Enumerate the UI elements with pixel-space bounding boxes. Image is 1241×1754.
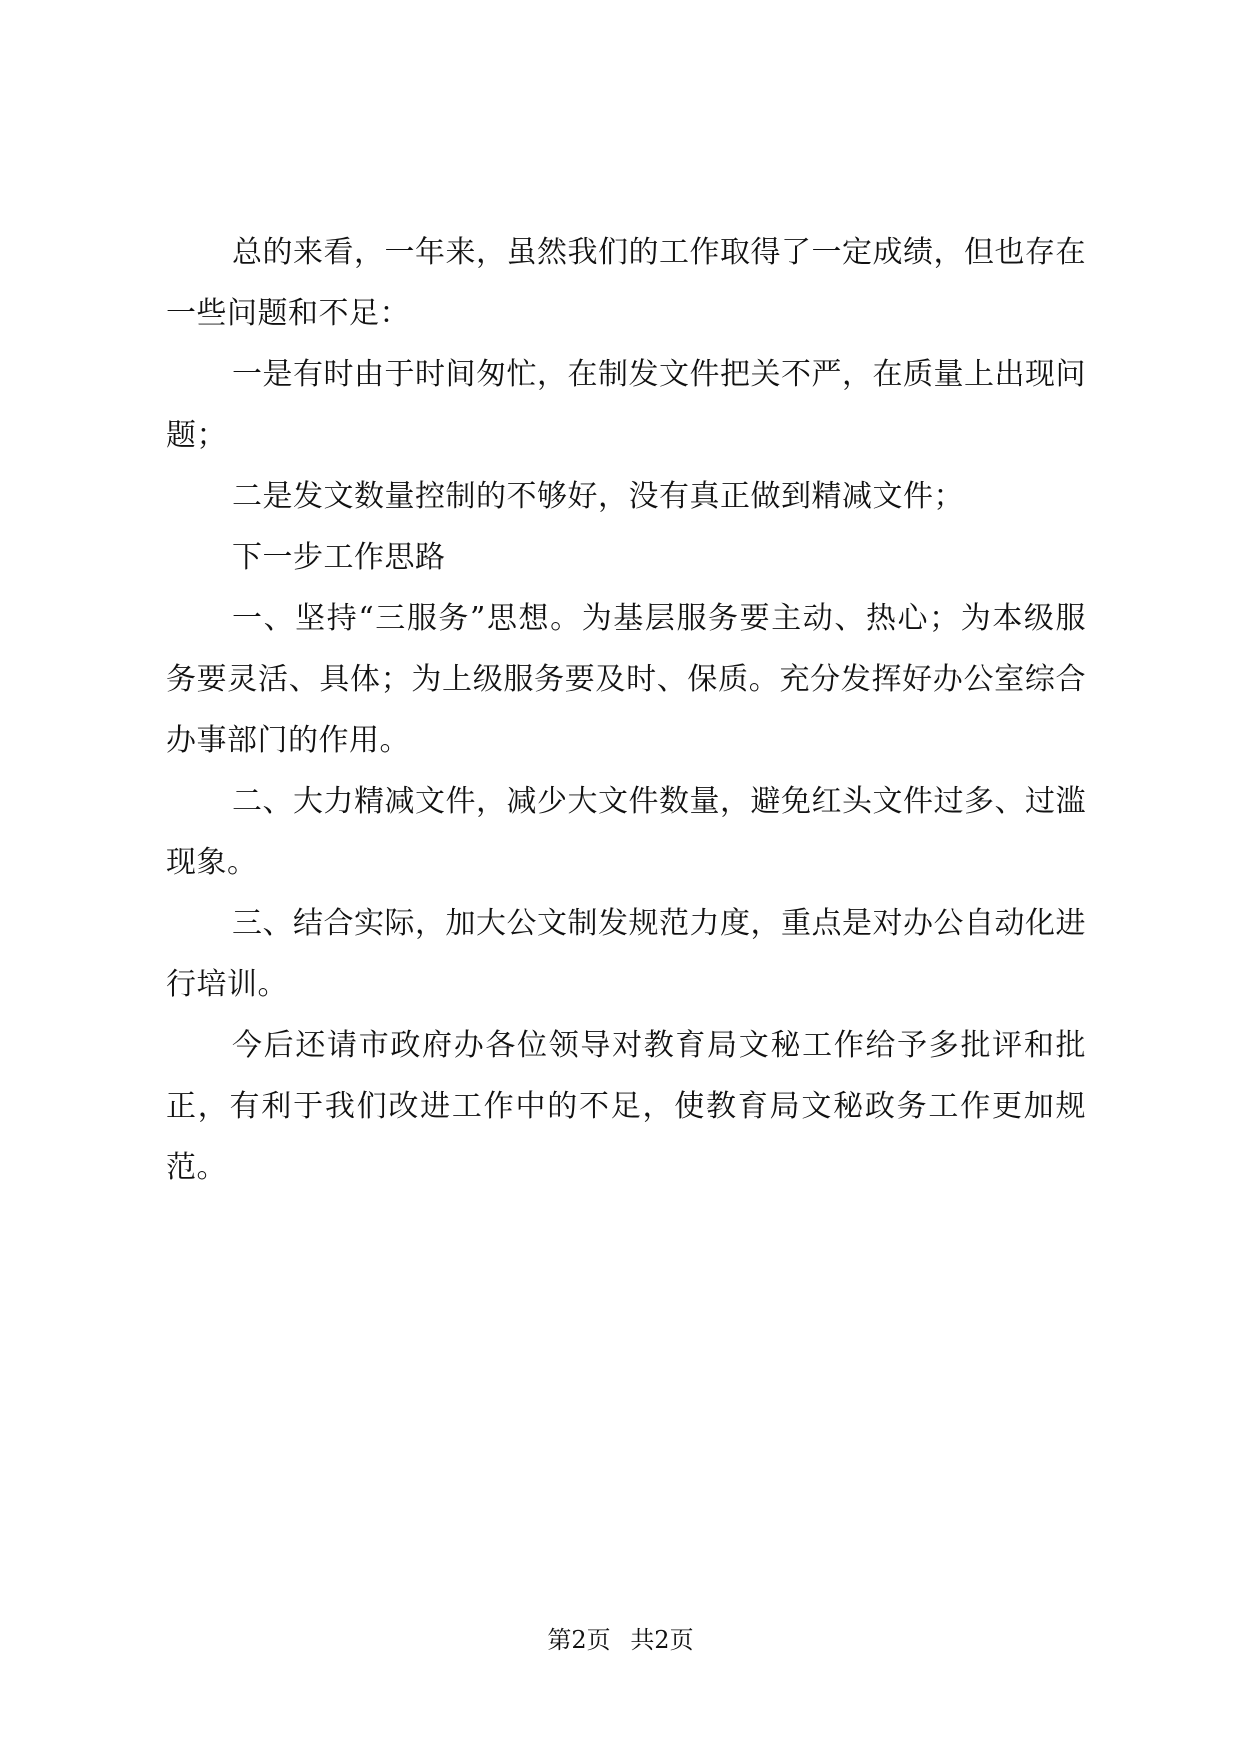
document-body [166,222,1086,1198]
paragraph-plan-three: 三、结合实际，加大公文制发规范力度，重点是对办公自动化进行培训。 [166,906,1086,1002]
paragraph-issue-one: 一是有时由于时间匆忙，在制发文件把关不严，在质量上出现问题； [166,357,1086,453]
section-heading-next-steps: 下一步工作思路 [232,540,446,575]
page-total: 共2页 [630,1626,694,1654]
paragraph-closing: 今后还请市政府办各位领导对教育局文秘工作给予多批评和批正，有利于我们改进工作中的不足，使教育局文秘政务工作更加规范。 [166,1028,1086,1185]
paragraph-issue-two: 二是发文数量控制的不够好，没有真正做到精减文件； [232,479,964,514]
paragraph-plan-one: 一、坚持“三服务”思想。为基层服务要主动、热心；为本级服务要灵活、具体；为上级服务要及时、保质。充分发挥好办公室综合办事部门的作用。 [166,601,1086,758]
page-number: 第2页 [547,1626,611,1654]
paragraph-plan-two: 二、大力精减文件，减少大文件数量，避免红头文件过多、过滥现象。 [166,784,1086,880]
page-footer [0,1620,1241,1655]
paragraph-summary: 总的来看，一年来，虽然我们的工作取得了一定成绩，但也存在一些问题和不足： [166,235,1086,331]
